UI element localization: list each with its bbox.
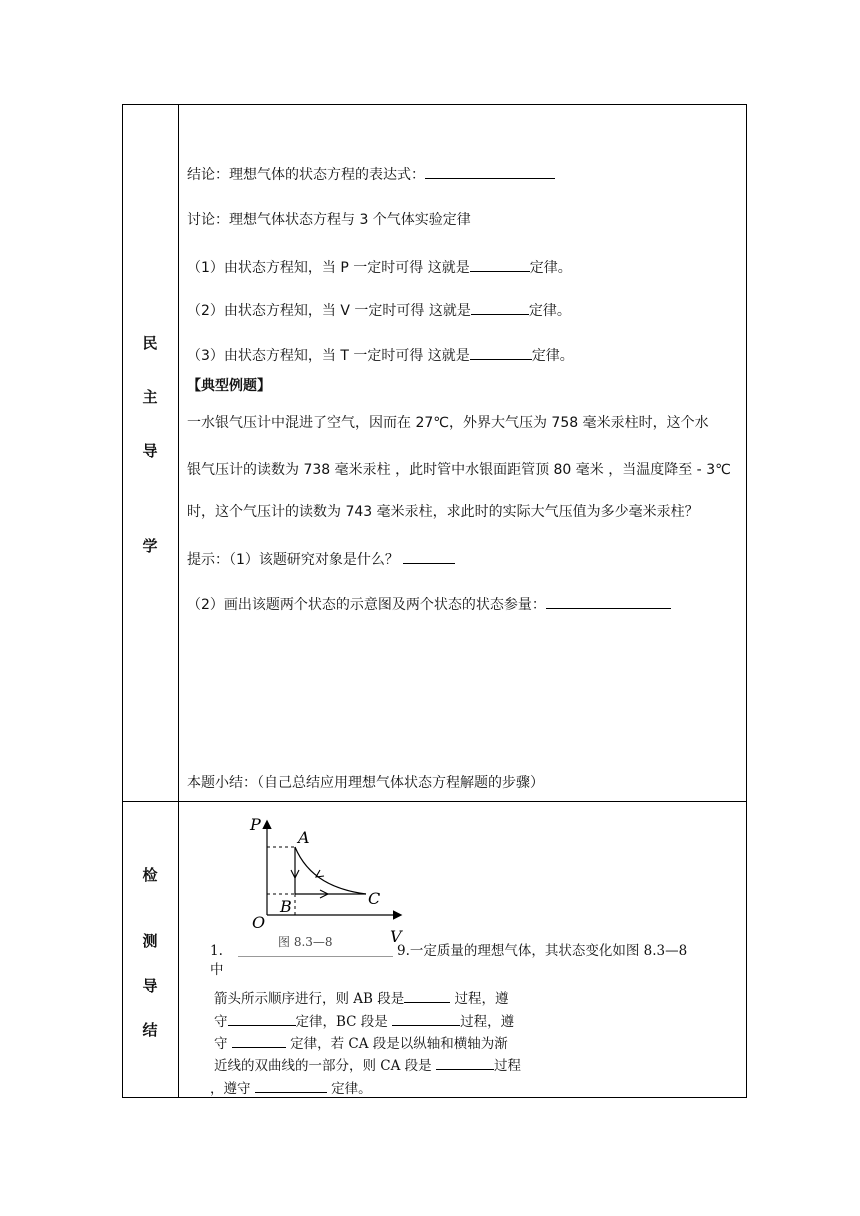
law-suffix: 定律。 xyxy=(531,348,574,364)
question-text: 近线的双曲线的一部分，则 CA 段是 xyxy=(214,1058,436,1074)
pv-diagram xyxy=(240,810,410,950)
question-text: 定律。 xyxy=(326,1081,372,1097)
answer-blank[interactable] xyxy=(425,164,555,179)
hint-line-1 xyxy=(187,549,455,569)
problem-line-3: 时，这个气压计的读数为 743 毫米汞柱，求此时的实际大气压值为多少毫米汞柱？ xyxy=(187,504,699,520)
question-line-1: 9.一定质量的理想气体，其状态变化如图 8.3—8 xyxy=(397,943,688,959)
question-text: ，遵守 xyxy=(210,1081,255,1097)
answer-blank[interactable] xyxy=(471,300,529,315)
example-heading: 【典型例题】 xyxy=(187,378,271,394)
point-label-c: C xyxy=(368,889,381,908)
item-3-line xyxy=(187,345,574,365)
point-label-a: A xyxy=(298,828,310,847)
answer-blank[interactable] xyxy=(470,345,532,360)
answer-blank[interactable] xyxy=(404,988,450,1003)
item-text: （1）由状态方程知，当 P 一定时可得 这就是 xyxy=(187,260,470,276)
side-char: 测 xyxy=(142,932,158,950)
problem-line-1: 一水银气压计中混进了空气，因而在 27℃，外界大气压为 758 毫米汞柱时，这个水 xyxy=(187,415,709,431)
origin-label: O xyxy=(252,913,266,932)
arrow-ca xyxy=(316,870,324,877)
answer-blank[interactable] xyxy=(392,1011,460,1026)
side-char: 导 xyxy=(142,442,158,460)
answer-blank[interactable] xyxy=(546,594,671,609)
item-text: （3）由状态方程知，当 T 一定时可得 这就是 xyxy=(187,348,470,364)
question-line-5 xyxy=(214,1055,521,1075)
answer-blank[interactable] xyxy=(436,1055,494,1070)
hint-line-2 xyxy=(187,594,671,614)
segment-ca xyxy=(295,847,366,894)
question-text: 定律，若 CA 段是以纵轴和横轴为渐 xyxy=(285,1036,508,1052)
answer-blank[interactable] xyxy=(470,257,530,272)
axis-label-p: P xyxy=(250,815,261,834)
question-line-4 xyxy=(214,1033,508,1053)
question-text: 过程 xyxy=(493,1058,521,1074)
point-label-b: B xyxy=(280,897,292,916)
caption-underline xyxy=(238,956,393,957)
item-text: （2）由状态方程知，当 V 一定时可得 这就是 xyxy=(187,303,471,319)
hint-text: 提示：（1）该题研究对象是什么？ xyxy=(187,552,404,568)
answer-blank[interactable] xyxy=(255,1078,327,1093)
item-2-line xyxy=(187,300,571,320)
question-text: 箭头所示顺序进行，则 AB 段是 xyxy=(214,991,405,1007)
question-line-3 xyxy=(214,1011,514,1031)
answer-blank[interactable] xyxy=(228,1011,296,1026)
hint-text: （2）画出该题两个状态的示意图及两个状态的状态参量： xyxy=(187,597,546,613)
law-suffix: 定律。 xyxy=(528,303,571,319)
side-char: 结 xyxy=(142,1021,158,1039)
summary-line: 本题小结：（自己总结应用理想气体状态方程解题的步骤） xyxy=(187,775,544,791)
question-line-6 xyxy=(210,1078,372,1098)
axis-label-v: V xyxy=(390,927,402,946)
answer-blank[interactable] xyxy=(403,549,455,564)
conclusion-line xyxy=(187,164,555,184)
row-divider xyxy=(122,801,747,802)
question-text: 守 xyxy=(214,1036,232,1052)
answer-blank[interactable] xyxy=(232,1033,286,1048)
figure-caption: 图 8.3—8 xyxy=(278,935,333,949)
question-number: 1. xyxy=(210,943,223,959)
problem-line-2: 银气压计的读数为 738 毫米汞柱 ，此时管中水银面距管顶 80 毫米 ，当温度降至 - 3℃ xyxy=(187,462,731,478)
column-divider xyxy=(178,104,179,1098)
question-text: 过程，遵 xyxy=(450,991,509,1007)
question-text: 守 xyxy=(214,1014,228,1030)
side-char: 主 xyxy=(142,388,158,406)
discussion-line: 讨论：理想气体状态方程与 3 个气体实验定律 xyxy=(187,212,471,228)
side-char: 导 xyxy=(142,977,158,995)
question-line-1b: 中 xyxy=(210,962,224,978)
item-1-line xyxy=(187,257,572,277)
question-text: 过程，遵 xyxy=(460,1014,515,1030)
question-line-2 xyxy=(214,988,509,1008)
side-char: 民 xyxy=(142,334,158,352)
law-suffix: 定律。 xyxy=(529,260,572,276)
side-char: 学 xyxy=(142,537,158,555)
question-text: 定律，BC 段是 xyxy=(295,1014,393,1030)
side-char: 检 xyxy=(142,866,158,884)
conclusion-text: 结论：理想气体的状态方程的表达式： xyxy=(187,167,425,183)
